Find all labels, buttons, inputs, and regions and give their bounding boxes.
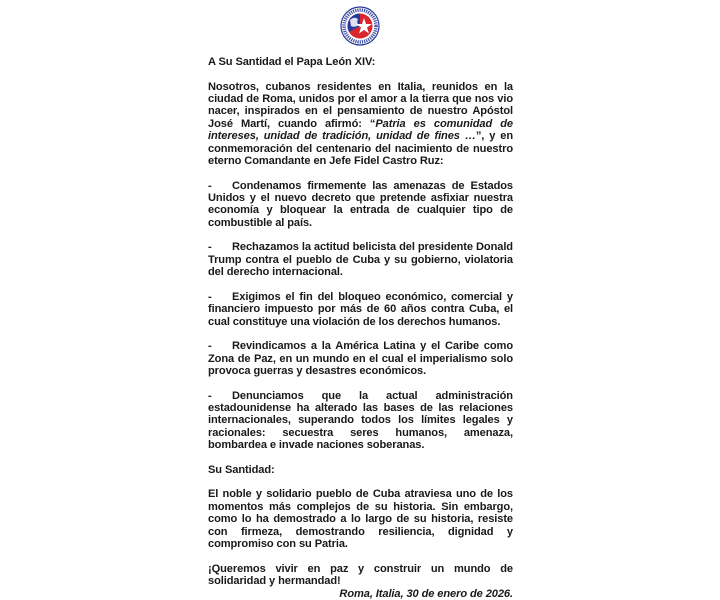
- dash-marker: -: [208, 340, 212, 353]
- letter: [208, 56, 513, 600]
- point-item: [208, 180, 513, 230]
- closing-statement: ¡Queremos vivir en paz y construir un mundo de solidaridad y hermandad!: [208, 562, 513, 588]
- place-date: Roma, Italia, 30 de enero de 2026.: [339, 587, 513, 600]
- point-text: Exigimos el fin del bloqueo económico, comercial y financiero impuesto por más de 60 años contra Cuba, el cual constituye una violación de los derechos humanos.: [208, 290, 513, 328]
- body-paragraph: El noble y solidario pueblo de Cuba atraviesa uno de los momentos más complejos de su historia. Sin embargo, como lo ha demostrado a lo largo de su historia, resiste con firmeza, demostrando resiliencia, dignidad y compromiso con su Patria.: [208, 488, 513, 551]
- intro-paragraph: [208, 81, 513, 168]
- dash-marker: -: [208, 389, 212, 402]
- movement-emblem-icon: [340, 6, 380, 46]
- point-item: [208, 291, 513, 328]
- second-salutation: Su Santidad:: [208, 463, 275, 476]
- organization-logo: [340, 6, 380, 46]
- point-text: Revindicamos a la América Latina y el Caribe como Zona de Paz, en un mundo en el cual el imperialismo solo provoca guerras y desastres económicos.: [208, 340, 513, 378]
- point-text: Condenamos firmemente las amenazas de Estados Unidos y el nuevo decreto que pretende asfixiar nuestra economía y bloquear la entrada de cualquier tipo de combustible al país.: [208, 179, 513, 229]
- salutation: A Su Santidad el Papa León XIV:: [208, 56, 376, 68]
- intro-text: Nosotros, cubanos residentes en Italia, reunidos en la ciudad de Roma, unidos por el amor a la tierra que nos vio nacer, inspirados en el pensamiento de nuestro Apóstol José Martí, cuando afirmó: “: [208, 80, 513, 130]
- dash-marker: -: [208, 241, 212, 254]
- point-text: Denunciamos que la actual administración estadounidense ha alterado las bases de las relaciones internacionales, superando todos los límites legales y racionales: secuestra seres humanos, amenaza, bombardea e invade naciones soberanas.: [208, 389, 513, 452]
- point-item: [208, 390, 513, 452]
- dash-marker: -: [208, 179, 212, 192]
- point-item: [208, 340, 513, 377]
- intro-text-end: ”, y en conmemoración del centenario del nacimiento de nuestro eterno Comandante en Jefe Fidel Castro Ruz:: [208, 130, 514, 168]
- point-text: Rechazamos la actitud belicista del presidente Donald Trump contra el pueblo de Cuba y su gobierno, violatoria del derecho internacional.: [208, 241, 513, 279]
- point-item: [208, 241, 513, 278]
- marti-quote: Patria es comunidad de intereses, unidad de tradición, unidad de fines …: [208, 117, 513, 143]
- dash-marker: -: [208, 290, 212, 303]
